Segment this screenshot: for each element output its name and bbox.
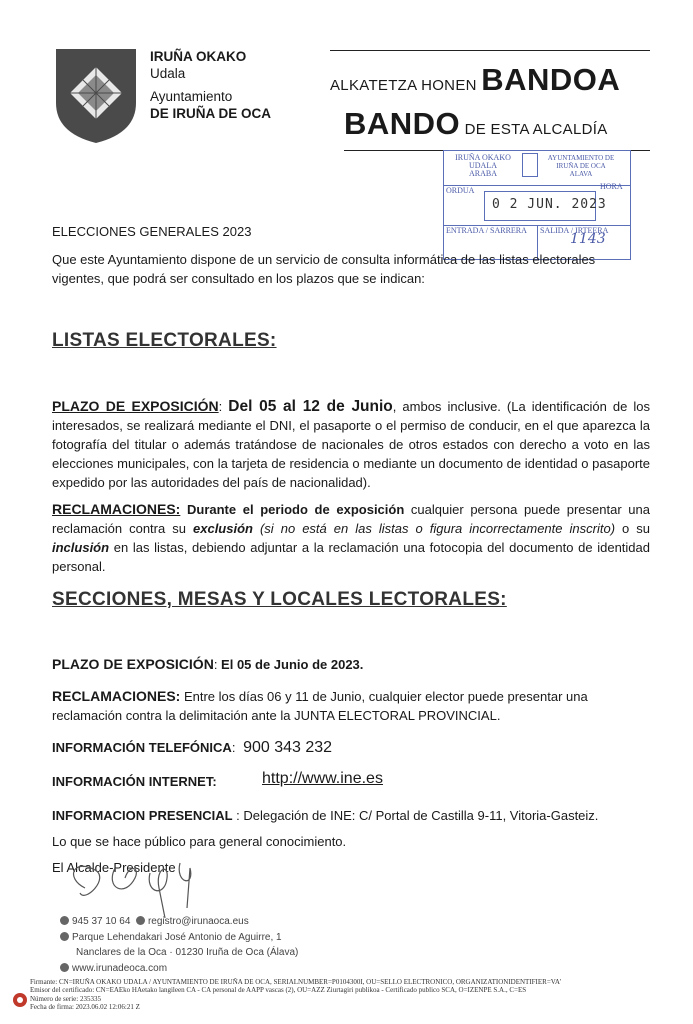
cert-line-3: Número de serie: 235335 bbox=[30, 994, 101, 1003]
footer-email[interactable]: registro@irunaoca.eus bbox=[147, 916, 249, 927]
electronic-seal-icon bbox=[12, 992, 28, 1008]
listas-inclusion: inclusión bbox=[52, 540, 110, 555]
stamp-orduak: ORDUA bbox=[446, 186, 475, 195]
stamp-number: 1143 bbox=[570, 231, 606, 247]
bandoa-title bbox=[330, 62, 650, 98]
org-line-3: Ayuntamiento bbox=[150, 89, 233, 104]
internet-label: INFORMACIÓN INTERNET: bbox=[52, 774, 217, 789]
secciones-reclam-text: Entre los días 06 y 11 de Junio, cualquier elector puede presentar una reclamación contra la delimitación ante la JUNTA ELECTORAL PROVINCIAL. bbox=[52, 689, 588, 723]
bando-title bbox=[344, 106, 654, 142]
listas-plazo-paragraph: PLAZO DE EXPOSICIÓN: Del 05 al 12 de Junio, ambos inclusive. (La identificación de los interesados, se realizará mediante el DNI, el pasaporte o el permiso de conducir, en el que aparezca la fotografía del titular o además tratándose de nacionales de otros estados con derecho a voto en las elecciones municipales, con la tarjeta de residencia o mediante un documento de identidad o pasaporte expedido por las autoridades del país de nacionalidad). bbox=[52, 398, 651, 490]
phone-icon bbox=[60, 916, 69, 925]
telefono-label: INFORMACIÓN TELEFÓNICA bbox=[52, 740, 232, 755]
listas-reclam-t3: o su bbox=[615, 521, 651, 536]
presencial-label: INFORMACION PRESENCIAL bbox=[52, 808, 233, 823]
secciones-title: SECCIONES, MESAS Y LOCALES LECTORALES: bbox=[52, 589, 507, 610]
stamp-shield-icon bbox=[522, 153, 538, 177]
telefono-value: 900 343 232 bbox=[243, 739, 333, 756]
listas-reclam-t4: en las listas, debiendo adjuntar a la reclamación una fotocopia del documento de identidad personal. bbox=[52, 540, 650, 574]
stamp-hora: HORA bbox=[600, 182, 623, 191]
signer-text: El Alcalde-Presidente bbox=[52, 860, 176, 875]
footer-contact-row bbox=[60, 914, 298, 930]
contact-footer bbox=[60, 914, 298, 976]
email-icon bbox=[136, 916, 145, 925]
footer-web-row bbox=[60, 961, 298, 977]
secciones-reclamaciones bbox=[52, 687, 650, 725]
closing-text: Lo que se hace público para general conocimiento. bbox=[52, 834, 347, 849]
listas-reclam-t1: cualquier persona puede presentar una reclamación contra su bbox=[52, 502, 650, 536]
presencial-value: : Delegación de INE: C/ Portal de Castilla 9-11, Vitoria-Gasteiz. bbox=[232, 808, 599, 823]
internet-row bbox=[52, 772, 217, 791]
footer-address-2: Nanclares de la Oca · 01230 Iruña de Oca (Álava) bbox=[76, 947, 299, 958]
listas-reclam-bold: Durante el periodo de exposición bbox=[187, 502, 405, 517]
cert-line-1: Firmante: CN=IRUÑA OKAKO UDALA / AYUNTAMIENTO DE IRUÑA DE OCA, SERIALNUMBER=P0104300I, OU=SELLO ELECTRONICO, ORGANIZATIONIDENTIFIER=VA' bbox=[30, 978, 562, 986]
listas-reclam-label: RECLAMACIONES: bbox=[52, 501, 181, 517]
globe-icon bbox=[60, 963, 69, 972]
secciones-plazo-value: El 05 de Junio de 2023. bbox=[221, 657, 364, 672]
stamp-date: 0 2 JUN. 2023 bbox=[492, 197, 607, 212]
org-line-4: DE IRUÑA DE OCA bbox=[150, 106, 272, 121]
listas-title: LISTAS ELECTORALES: bbox=[52, 330, 277, 351]
listas-exclusion: exclusión bbox=[193, 521, 253, 536]
internet-link[interactable]: http://www.ine.es bbox=[262, 770, 383, 787]
bandoa-small: ALKATETZA HONEN bbox=[330, 77, 477, 94]
election-heading: ELECCIONES GENERALES 2023 bbox=[52, 224, 252, 239]
header-rule-top bbox=[330, 50, 650, 51]
stamp-right-top: AYUNTAMIENTO DE IRUÑA DE OCA ALAVA bbox=[547, 154, 615, 178]
listas-plazo-dates: Del 05 al 12 de Junio bbox=[228, 398, 393, 415]
secciones-plazo: PLAZO DE EXPOSICIÓN: El 05 de Junio de 2023. bbox=[52, 656, 364, 672]
telefono-row: INFORMACIÓN TELEFÓNICA: 900 343 232 bbox=[52, 739, 333, 756]
org-line-1: IRUÑA OKAKO bbox=[150, 49, 247, 64]
location-icon bbox=[60, 932, 69, 941]
listas-reclamaciones-paragraph bbox=[52, 500, 650, 576]
signature-certificate bbox=[30, 978, 561, 1012]
organization-name bbox=[150, 48, 271, 122]
presencial-row bbox=[52, 806, 598, 825]
secciones-plazo-label: PLAZO DE EXPOSICIÓN bbox=[52, 656, 214, 672]
listas-plazo-label: PLAZO DE EXPOSICIÓN bbox=[52, 398, 219, 414]
intro-paragraph: Que este Ayuntamiento dispone de un servicio de consulta informática de las listas electorales vigentes, que podrá ser consultado en los plazos que se indican: bbox=[52, 252, 596, 286]
bando-big: BANDO bbox=[344, 106, 461, 141]
secciones-reclam-label: RECLAMACIONES: bbox=[52, 688, 181, 704]
footer-phone: 945 37 10 64 bbox=[72, 916, 131, 927]
handwritten-signature bbox=[55, 848, 215, 923]
bandoa-big: BANDOA bbox=[481, 62, 621, 97]
footer-address-1: Parque Lehendakari José Antonio de Aguirre, 1 bbox=[72, 931, 282, 943]
footer-address-row bbox=[60, 930, 298, 946]
listas-reclam-t2: (si no está en las listas o figura incorrectamente inscrito) bbox=[252, 521, 616, 536]
stamp-salida: SALIDA / IRTEERA bbox=[540, 226, 609, 235]
cert-line-4: Fecha de firma: 2023.06.02 12:06:21 Z bbox=[30, 1003, 140, 1012]
iruna-de-oca-logo bbox=[52, 45, 140, 145]
registry-stamp bbox=[443, 150, 631, 260]
footer-web[interactable]: www.irunadeoca.com bbox=[72, 962, 168, 974]
stamp-left-top: IRUÑA OKAKO UDALA ARABA bbox=[455, 153, 511, 178]
listas-plazo-rest: , ambos inclusive. (La identificación de los interesados, se realizará mediante el DNI, el pasaporte o el permiso de conducir, en el que aparezca la fotografía del titular o además tratándose de nacionales de otros estados con derecho a voto en las elecciones municipales, con la tarjeta de residencia o mediante un documento de identidad o pasaporte expedido por las autoridades del país de nacionalidad). bbox=[52, 399, 651, 490]
cert-line-2: Emisor del certificado: CN=EAEko HAetako langileen CA - CA personal de AAPP vascas (2), OU=AZZ Ziurtagiri publikoa - Certificado publico SCA, O=IZENPE S.A., C=ES bbox=[30, 986, 527, 995]
stamp-entrada: ENTRADA / SARRERA bbox=[446, 226, 527, 235]
org-line-2: Udala bbox=[150, 66, 186, 81]
bando-small: DE ESTA ALCALDÍA bbox=[464, 121, 608, 138]
